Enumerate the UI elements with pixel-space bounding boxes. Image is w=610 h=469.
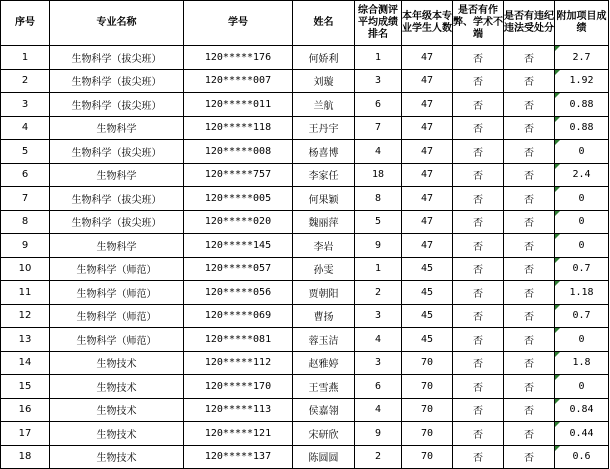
header-discipline: 是否有违纪违法受处分 (504, 1, 555, 46)
cell-rank: 6 (355, 93, 402, 117)
table-row (1, 398, 609, 422)
cell-major: 生物科学 (50, 234, 184, 258)
cell-extra: 0.88 (555, 93, 609, 117)
cell-seq: 9 (1, 234, 50, 258)
header-cheat: 是否有作弊、学术不端 (453, 1, 504, 46)
cell-rank: 18 (355, 163, 402, 187)
table-row (1, 93, 609, 117)
cell-total: 47 (402, 46, 453, 70)
cell-discipline: 否 (504, 281, 555, 305)
cell-discipline: 否 (504, 210, 555, 234)
cell-name: 宋研欣 (293, 422, 355, 446)
cell-cheat: 否 (453, 116, 504, 140)
header-extra: 附加项目成绩 (555, 1, 609, 46)
cell-seq: 13 (1, 328, 50, 352)
cell-total: 45 (402, 328, 453, 352)
cell-rank: 9 (355, 234, 402, 258)
cell-major: 生物技术 (50, 422, 184, 446)
cell-cheat: 否 (453, 46, 504, 70)
cell-seq: 3 (1, 93, 50, 117)
cell-major: 生物科学（拔尖班） (50, 187, 184, 211)
cell-seq: 4 (1, 116, 50, 140)
cell-extra: 1.18 (555, 281, 609, 305)
cell-name: 曹扬 (293, 304, 355, 328)
cell-extra: 1.92 (555, 69, 609, 93)
cell-extra: 0.7 (555, 257, 609, 281)
cell-major: 生物科学 (50, 116, 184, 140)
cell-cheat: 否 (453, 281, 504, 305)
cell-seq: 8 (1, 210, 50, 234)
cell-name: 赵雅婷 (293, 351, 355, 375)
cell-student-id: 120*****056 (184, 281, 293, 305)
table-row (1, 140, 609, 164)
table-row (1, 375, 609, 399)
cell-discipline: 否 (504, 398, 555, 422)
table-row (1, 304, 609, 328)
cell-rank: 4 (355, 398, 402, 422)
cell-total: 70 (402, 445, 453, 469)
cell-seq: 17 (1, 422, 50, 446)
table-row (1, 187, 609, 211)
cell-name: 李家任 (293, 163, 355, 187)
cell-cheat: 否 (453, 445, 504, 469)
cell-discipline: 否 (504, 422, 555, 446)
cell-major: 生物科学（拔尖班） (50, 46, 184, 70)
cell-rank: 2 (355, 445, 402, 469)
cell-major: 生物科学（师范） (50, 304, 184, 328)
cell-total: 47 (402, 187, 453, 211)
table-row (1, 328, 609, 352)
cell-seq: 14 (1, 351, 50, 375)
cell-student-id: 120*****081 (184, 328, 293, 352)
cell-major: 生物科学（拔尖班） (50, 93, 184, 117)
cell-seq: 1 (1, 46, 50, 70)
cell-major: 生物技术 (50, 445, 184, 469)
cell-seq: 10 (1, 257, 50, 281)
cell-total: 47 (402, 234, 453, 258)
cell-seq: 15 (1, 375, 50, 399)
cell-major: 生物科学（拔尖班） (50, 69, 184, 93)
cell-student-id: 120*****069 (184, 304, 293, 328)
cell-extra: 0 (555, 328, 609, 352)
cell-seq: 11 (1, 281, 50, 305)
cell-total: 47 (402, 163, 453, 187)
cell-total: 45 (402, 304, 453, 328)
cell-seq: 7 (1, 187, 50, 211)
cell-extra: 0 (555, 375, 609, 399)
cell-discipline: 否 (504, 116, 555, 140)
cell-cheat: 否 (453, 187, 504, 211)
cell-name: 刘璇 (293, 69, 355, 93)
cell-cheat: 否 (453, 375, 504, 399)
cell-seq: 18 (1, 445, 50, 469)
cell-student-id: 120*****757 (184, 163, 293, 187)
table-row (1, 422, 609, 446)
cell-student-id: 120*****121 (184, 422, 293, 446)
header-seq: 序号 (1, 1, 50, 46)
cell-name: 何娇利 (293, 46, 355, 70)
cell-seq: 5 (1, 140, 50, 164)
cell-rank: 7 (355, 116, 402, 140)
cell-name: 贾朝阳 (293, 281, 355, 305)
cell-major: 生物科学（师范） (50, 328, 184, 352)
cell-cheat: 否 (453, 163, 504, 187)
cell-cheat: 否 (453, 69, 504, 93)
cell-student-id: 120*****137 (184, 445, 293, 469)
cell-cheat: 否 (453, 422, 504, 446)
cell-name: 侯嘉翎 (293, 398, 355, 422)
cell-discipline: 否 (504, 304, 555, 328)
cell-total: 47 (402, 210, 453, 234)
cell-total: 47 (402, 140, 453, 164)
cell-cheat: 否 (453, 398, 504, 422)
cell-extra: 0.44 (555, 422, 609, 446)
cell-student-id: 120*****011 (184, 93, 293, 117)
cell-extra: 2.4 (555, 163, 609, 187)
cell-extra: 0.88 (555, 116, 609, 140)
header-name: 姓名 (293, 1, 355, 46)
cell-total: 47 (402, 93, 453, 117)
cell-rank: 4 (355, 328, 402, 352)
header-total: 本年级本专业学生人数 (402, 1, 453, 46)
cell-discipline: 否 (504, 69, 555, 93)
cell-rank: 3 (355, 304, 402, 328)
cell-cheat: 否 (453, 210, 504, 234)
cell-total: 70 (402, 398, 453, 422)
cell-rank: 3 (355, 69, 402, 93)
cell-discipline: 否 (504, 46, 555, 70)
cell-extra: 0 (555, 234, 609, 258)
cell-student-id: 120*****170 (184, 375, 293, 399)
header-row (1, 1, 609, 46)
cell-rank: 5 (355, 210, 402, 234)
cell-discipline: 否 (504, 234, 555, 258)
cell-name: 杨喜博 (293, 140, 355, 164)
cell-extra: 0 (555, 140, 609, 164)
cell-discipline: 否 (504, 163, 555, 187)
cell-extra: 1.8 (555, 351, 609, 375)
cell-cheat: 否 (453, 140, 504, 164)
cell-name: 李岩 (293, 234, 355, 258)
cell-discipline: 否 (504, 140, 555, 164)
cell-rank: 8 (355, 187, 402, 211)
cell-seq: 6 (1, 163, 50, 187)
cell-discipline: 否 (504, 351, 555, 375)
table-row (1, 46, 609, 70)
cell-student-id: 120*****007 (184, 69, 293, 93)
cell-cheat: 否 (453, 328, 504, 352)
cell-total: 70 (402, 351, 453, 375)
cell-extra: 0.7 (555, 304, 609, 328)
header-student-id: 学号 (184, 1, 293, 46)
cell-student-id: 120*****113 (184, 398, 293, 422)
cell-major: 生物技术 (50, 398, 184, 422)
table-row (1, 210, 609, 234)
table-body (1, 46, 609, 469)
cell-student-id: 120*****118 (184, 116, 293, 140)
cell-name: 孙雯 (293, 257, 355, 281)
cell-major: 生物技术 (50, 351, 184, 375)
cell-extra: 0 (555, 187, 609, 211)
cell-discipline: 否 (504, 375, 555, 399)
cell-total: 47 (402, 69, 453, 93)
cell-name: 魏丽萍 (293, 210, 355, 234)
cell-name: 王丹宇 (293, 116, 355, 140)
cell-total: 45 (402, 281, 453, 305)
cell-name: 陈圆圆 (293, 445, 355, 469)
cell-cheat: 否 (453, 234, 504, 258)
cell-student-id: 120*****145 (184, 234, 293, 258)
cell-total: 70 (402, 422, 453, 446)
cell-major: 生物科学（师范） (50, 257, 184, 281)
cell-cheat: 否 (453, 351, 504, 375)
table-row (1, 69, 609, 93)
cell-major: 生物科学 (50, 163, 184, 187)
cell-student-id: 120*****005 (184, 187, 293, 211)
cell-discipline: 否 (504, 257, 555, 281)
header-major: 专业名称 (50, 1, 184, 46)
cell-major: 生物科学（拔尖班） (50, 210, 184, 234)
cell-seq: 16 (1, 398, 50, 422)
cell-major: 生物科学（拔尖班） (50, 140, 184, 164)
table-header (1, 1, 609, 46)
cell-rank: 2 (355, 281, 402, 305)
cell-discipline: 否 (504, 328, 555, 352)
cell-discipline: 否 (504, 187, 555, 211)
cell-cheat: 否 (453, 93, 504, 117)
table-row (1, 234, 609, 258)
cell-extra: 2.7 (555, 46, 609, 70)
cell-rank: 1 (355, 257, 402, 281)
cell-major: 生物技术 (50, 375, 184, 399)
table-row (1, 445, 609, 469)
cell-discipline: 否 (504, 445, 555, 469)
cell-extra: 0 (555, 210, 609, 234)
cell-name: 何果颖 (293, 187, 355, 211)
cell-rank: 3 (355, 351, 402, 375)
cell-rank: 1 (355, 46, 402, 70)
cell-student-id: 120*****057 (184, 257, 293, 281)
cell-extra: 0.6 (555, 445, 609, 469)
cell-name: 王雪燕 (293, 375, 355, 399)
header-rank: 综合测评平均成绩排名 (355, 1, 402, 46)
cell-major: 生物科学（师范） (50, 281, 184, 305)
cell-name: 蓉玉洁 (293, 328, 355, 352)
cell-seq: 2 (1, 69, 50, 93)
table-row (1, 257, 609, 281)
cell-rank: 6 (355, 375, 402, 399)
cell-discipline: 否 (504, 93, 555, 117)
table-row (1, 351, 609, 375)
cell-extra: 0.84 (555, 398, 609, 422)
table-row (1, 116, 609, 140)
cell-student-id: 120*****176 (184, 46, 293, 70)
cell-cheat: 否 (453, 257, 504, 281)
cell-total: 45 (402, 257, 453, 281)
cell-student-id: 120*****020 (184, 210, 293, 234)
cell-student-id: 120*****112 (184, 351, 293, 375)
table-row (1, 281, 609, 305)
cell-cheat: 否 (453, 304, 504, 328)
table-row (1, 163, 609, 187)
cell-seq: 12 (1, 304, 50, 328)
cell-name: 兰航 (293, 93, 355, 117)
cell-rank: 4 (355, 140, 402, 164)
cell-total: 70 (402, 375, 453, 399)
cell-student-id: 120*****008 (184, 140, 293, 164)
cell-rank: 9 (355, 422, 402, 446)
cell-total: 47 (402, 116, 453, 140)
